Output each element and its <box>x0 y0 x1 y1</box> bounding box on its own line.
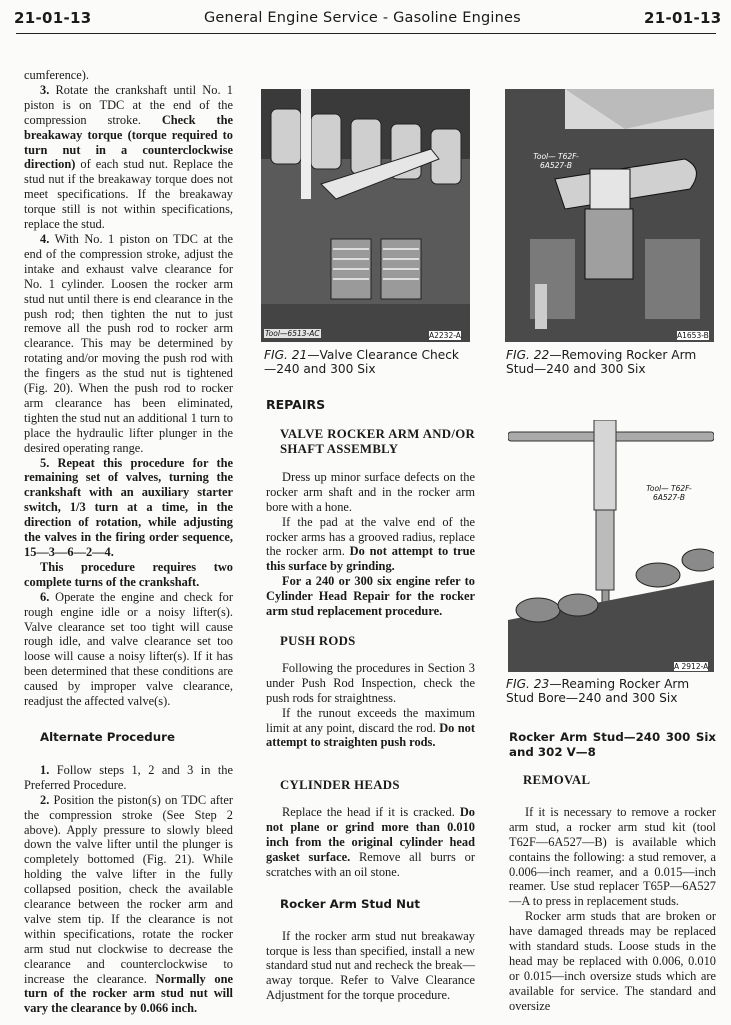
section-heading: Alternate Procedure <box>40 729 175 744</box>
removal-heading: REMOVAL <box>523 773 591 787</box>
step-5: 5. Repeat this procedure for the remaining set of valves, turning the crankshaft with an auxiliary starter switch, 1/3 turn at a time, in the direction of rotation, while adjusting the valves in the firing order sequence, 15—3—6—2—4. <box>24 455 233 559</box>
fig22-caption: FIG. 22—Removing Rocker Arm Stud—240 and 300 Six <box>506 348 697 376</box>
fig22-tool-label: Tool— T62F-6A527-B <box>533 152 579 170</box>
alt-step-1: 1. Follow steps 1, 2 and 3 in the Preferred Procedure. <box>24 762 233 792</box>
stud-removal-illustration <box>505 89 714 342</box>
paragraph: Following the procedures in Section 3 under Push Rod Inspection, check the push rods for straightness. <box>266 660 475 705</box>
step-6: 6. Operate the engine and check for rough engine idle or a noisy lifter(s). Valve clearance set too tight will cause rough idle, and valve clearance set too loose will cause a noisy lifter(s). If it has been determined that these conditions are caused by improper valve clearance, readjust the affected valve(s). <box>24 589 233 709</box>
paragraph: Rocker arm studs that are broken or have damaged threads may be replaced with standard studs. Loose studs in the head may be replaced with 0.006, 0.010 or 0.015—inch oversize studs which are available for service. The standard and oversize <box>509 909 716 1013</box>
page-number-left: 21-01-13 <box>14 9 92 27</box>
step-3: 3. Rotate the crankshaft until No. 1 piston is on TDC at the end of the compression stroke. Check the breakaway torque (torque required to turn nut in a counterclockwise direction) of each stud nut. Replace the stud nut if the breakaway torque does not meet specifications. If the breakaway torque still is not within specifications, replace the stud. <box>24 82 233 232</box>
fig23-photo <box>508 420 714 672</box>
column-right <box>509 730 716 1014</box>
page-number-right: 21-01-13 <box>644 9 722 27</box>
stud-bore-reaming-illustration <box>508 420 714 672</box>
fig21-ref: A2232-A <box>429 331 461 340</box>
paragraph: For a 240 or 300 six engine refer to Cylinder Head Repair for the rocker arm stud replacement procedure. <box>266 574 475 619</box>
paragraph: Dress up minor surface defects on the rocker arm shaft and in the rocker arm bore with a hone. <box>266 469 475 514</box>
header-rule <box>16 33 716 34</box>
fig22-photo <box>505 89 714 342</box>
alt-step-2: 2. Position the piston(s) on TDC after the compression stroke (See Step 2 above). Apply pressure to slowly bleed down the valve lifter until the plunger is completely bottomed (Fig. 21). While holding the valve lifter in the fully collapsed position, check the available clearance between the rocker arm and valve stem tip. If the clearance is not within specifications, rotate the rocker arm stud nut clockwise to decrease the clearance and counterclockwise to increase the clearance. Normally one turn of the rocker arm stud nut will vary the clearance by 0.066 inch. <box>24 792 233 1016</box>
repairs-heading: REPAIRS <box>266 397 326 412</box>
step-5-note: This procedure requires two complete turns of the crankshaft. <box>24 559 233 589</box>
column-left <box>24 68 233 1016</box>
fig21-photo <box>261 89 470 342</box>
paragraph: cumference). <box>24 68 90 82</box>
rocker-arm-stud-nut-heading: Rocker Arm Stud Nut <box>280 896 420 911</box>
cylinder-heads-heading: CYLINDER HEADS <box>280 778 400 793</box>
push-rods-heading: PUSH RODS <box>280 633 356 648</box>
paragraph: If the rocker arm stud nut breakaway torque is less than specified, install a new standard stud nut and recheck the break—away torque. Refer to Valve Clearance Adjustment for the torque procedure. <box>266 928 475 1003</box>
fig22-ref: A1653-B <box>677 331 709 340</box>
step-4: 4. With No. 1 piston on TDC at the end of the compression stroke, adjust the intake and exhaust valve clearance for No. 1 cylinder. Loosen the rocker arm stud nut until there is end clearance in the push rod; then tighten the nut to just remove all the push rod to rocker arm clearance. This may be determined by rotating and/or moving the push rod with the fingers as the stud nut is tightened (Fig. 20). When the push rod to rocker arm clearance has been eliminated, tighten the stud nut an additional 1 turn to place the hydraulic lifter plunger in the desired operating range. <box>24 231 233 455</box>
fig21-tool-label: Tool—6513-AC <box>265 329 320 338</box>
paragraph: If the pad at the valve end of the rocker arms has a grooved radius, replace the rocker arm. Do not attempt to true this surface by grinding. <box>266 514 475 574</box>
fig23-tool-label: Tool— T62F-6A527-B <box>646 484 692 502</box>
paragraph: If the runout exceeds the maximum limit at any point, discard the rod. Do not attempt to straighten push rods. <box>266 705 475 750</box>
page-header-title: General Engine Service - Gasoline Engines <box>204 10 521 26</box>
fig21-caption: FIG. 21—Valve Clearance Check—240 and 300 Six <box>264 348 459 376</box>
paragraph: If it is necessary to remove a rocker arm stud, a rocker arm stud kit (tool T62F—6A527—B) is available which contains the following: a stud remover, a 0.006—inch reamer, and a 0.015—inch reamer. Use stud replacer T65P—6A527—A to press in replacement studs. <box>509 804 716 909</box>
valve-rocker-heading: VALVE ROCKER ARM AND/OR SHAFT ASSEMBLY <box>280 426 475 456</box>
paragraph: Replace the head if it is cracked. Do not plane or grind more than 0.010 inch from the original cylinder head gasket surface. Remove all burrs or scratches with an oil stone. <box>266 805 475 879</box>
fig23-ref: A 2912-A <box>674 662 709 671</box>
fig23-caption: FIG. 23—Reaming Rocker Arm Stud Bore—240 and 300 Six <box>506 677 690 705</box>
rocker-arm-stud-heading: Rocker Arm Stud—240 300 Six and 302 V—8 <box>509 730 716 759</box>
valve-clearance-illustration <box>261 89 470 342</box>
column-middle <box>266 398 475 1003</box>
